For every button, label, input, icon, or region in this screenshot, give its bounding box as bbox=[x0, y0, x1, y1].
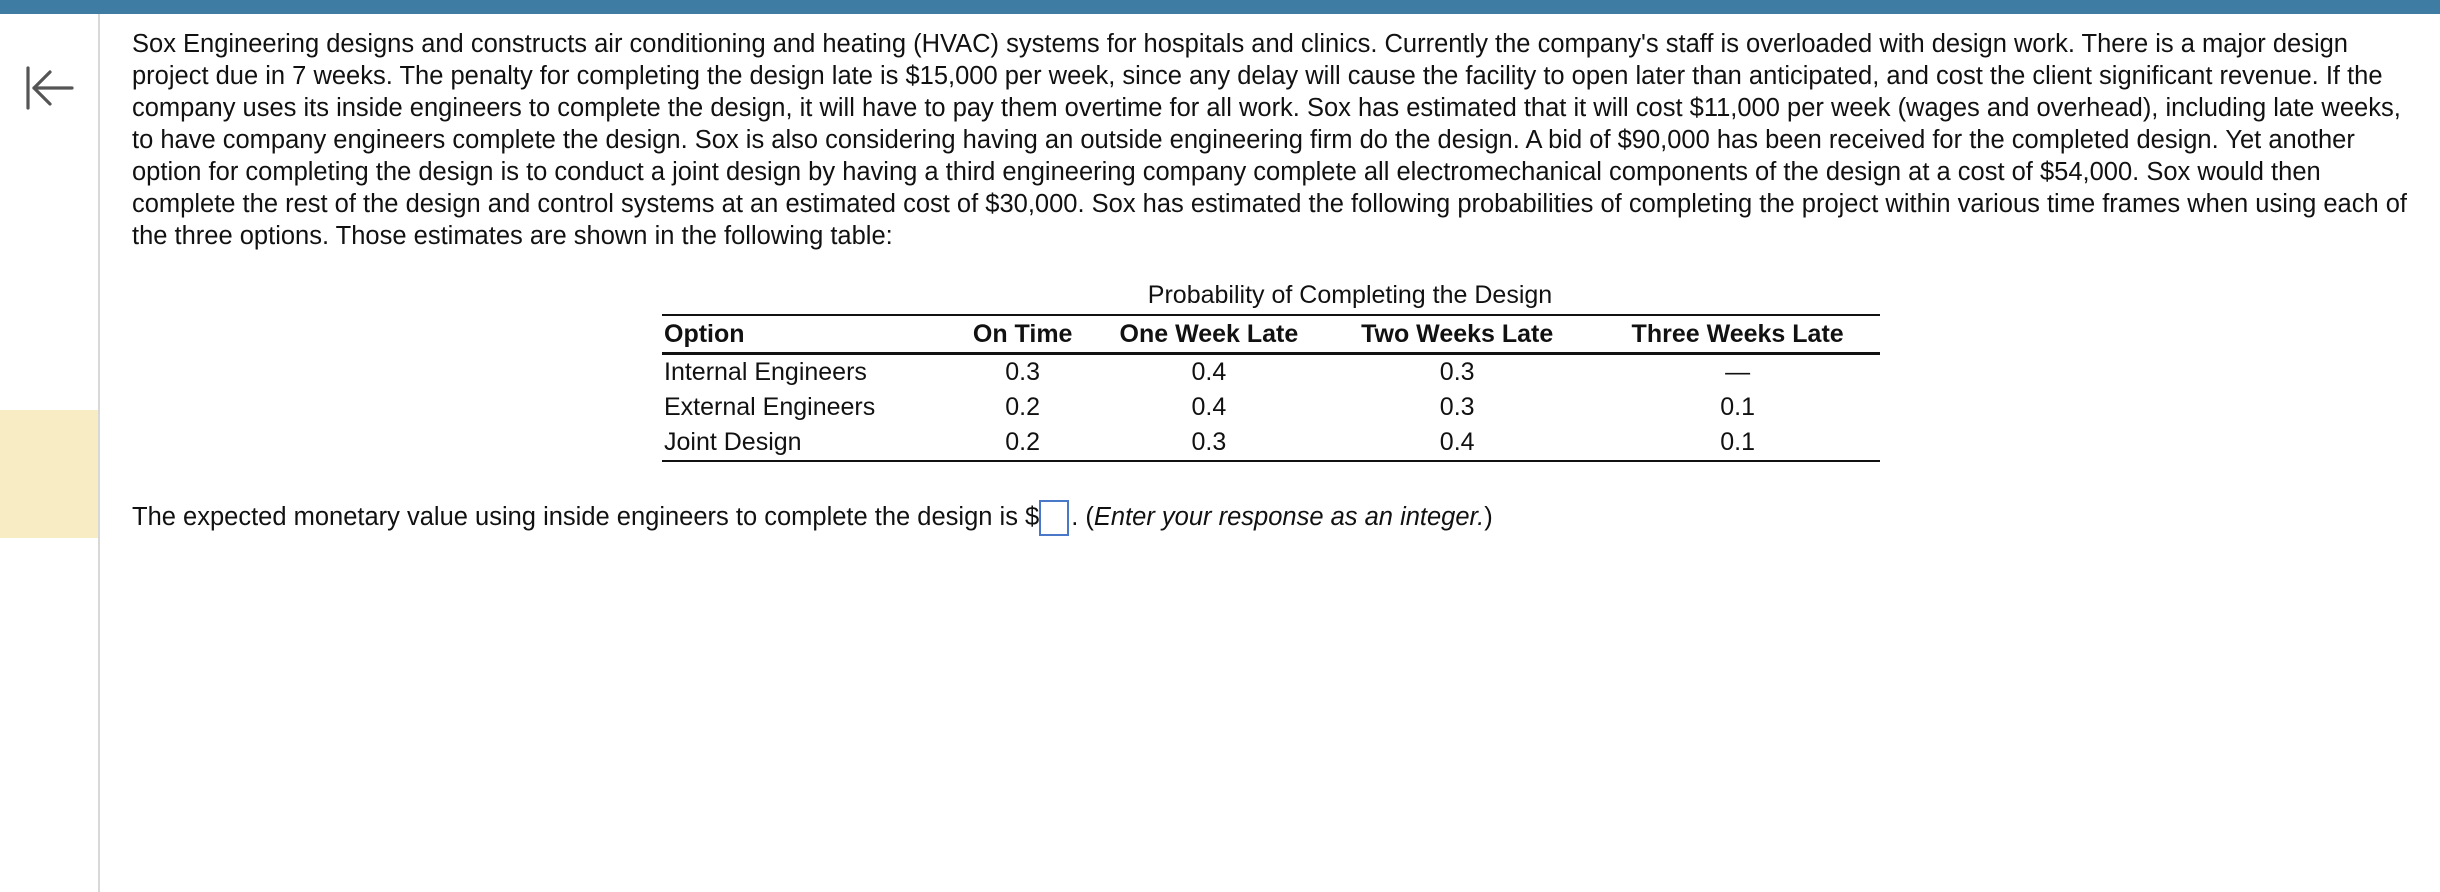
cell-on-time: 0.2 bbox=[1005, 393, 1041, 421]
collapse-panel-button[interactable] bbox=[22, 60, 78, 116]
probability-table bbox=[662, 314, 1880, 462]
cell-one-week-late: 0.4 bbox=[1191, 393, 1227, 421]
cell-option: External Engineers bbox=[664, 393, 876, 421]
left-rail bbox=[0, 14, 100, 892]
table-row bbox=[662, 390, 1880, 425]
cell-on-time: 0.3 bbox=[1005, 358, 1041, 386]
cell-three-weeks-late: 0.1 bbox=[1720, 428, 1755, 456]
arrow-left-to-bar-icon bbox=[22, 60, 78, 116]
probability-table-container bbox=[662, 280, 1880, 462]
answer-suffix: ) bbox=[1484, 503, 1493, 531]
header-three-weeks-late: Three Weeks Late bbox=[1631, 319, 1844, 348]
table-caption: Probability of Completing the Design bbox=[1147, 281, 1553, 309]
table-header-row bbox=[662, 315, 1880, 354]
table-row bbox=[662, 354, 1880, 391]
answer-input[interactable] bbox=[1039, 500, 1069, 536]
header-on-time: On Time bbox=[972, 319, 1073, 348]
cell-two-weeks-late: 0.3 bbox=[1439, 393, 1475, 421]
cell-option: Internal Engineers bbox=[664, 358, 867, 386]
cell-two-weeks-late: 0.3 bbox=[1439, 358, 1475, 386]
top-bar bbox=[0, 0, 2440, 14]
table-row bbox=[662, 425, 1880, 461]
cell-on-time: 0.2 bbox=[1005, 428, 1041, 456]
answer-prompt bbox=[132, 500, 1493, 536]
cell-one-week-late: 0.4 bbox=[1191, 358, 1227, 386]
header-two-weeks-late: Two Weeks Late bbox=[1361, 319, 1554, 348]
answer-hint: Enter your response as an integer. bbox=[1093, 503, 1485, 531]
cell-option: Joint Design bbox=[664, 428, 802, 456]
header-option: Option bbox=[664, 319, 745, 348]
question-content bbox=[132, 28, 2408, 531]
problem-statement: Sox Engineering designs and constructs air conditioning and heating (HVAC) systems for hospitals and clinics. Currently the company's staff is overloaded with design work. There is a major design project due in 7 weeks. The penalty for completing the design late is $15,000 per week, since any delay will cause the facility to open later than anticipated, and cost the client significant revenue. If the company uses its inside engineers to complete the design, it will have to pay them overtime for all work. Sox has estimated that it will cost $11,000 per week (wages and overhead), including late weeks, to have company engineers complete the design. Sox is also considering having an outside engineering firm do the design. A bid of $90,000 has been received for the completed design. Yet another option for completing the design is to conduct a joint design by having a third engineering company complete all electromechanical components of the design at a cost of $54,000. Sox would then complete the rest of the design and control systems at an estimated cost of $30,000. Sox has estimated the following probabilities of completing the project within various time frames when using each of the three options. Those estimates are shown in the following table: bbox=[132, 30, 2407, 250]
cell-two-weeks-late: 0.4 bbox=[1439, 428, 1475, 456]
answer-prefix: The expected monetary value using inside engineers to complete the design is $ bbox=[132, 503, 1040, 531]
header-one-week-late: One Week Late bbox=[1119, 319, 1299, 348]
cell-three-weeks-late: — bbox=[1725, 358, 1751, 386]
cell-one-week-late: 0.3 bbox=[1191, 428, 1227, 456]
current-question-marker bbox=[0, 410, 98, 538]
answer-after-box: . ( bbox=[1071, 503, 1094, 531]
cell-three-weeks-late: 0.1 bbox=[1720, 393, 1755, 421]
